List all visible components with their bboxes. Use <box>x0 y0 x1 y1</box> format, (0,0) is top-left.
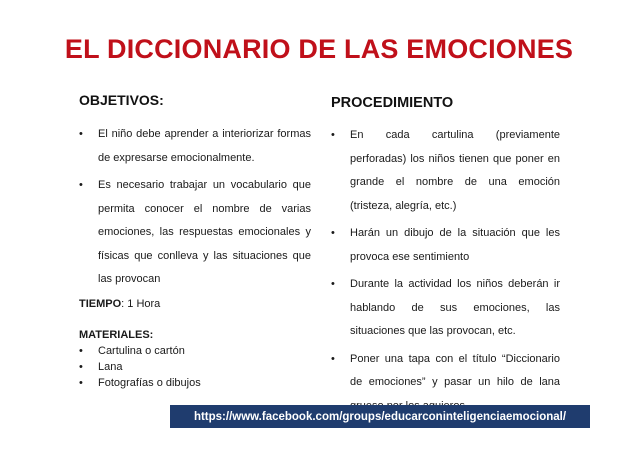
materiales-heading: MATERIALES: <box>79 328 154 341</box>
left-column <box>79 92 311 391</box>
objetivos-list <box>79 123 311 292</box>
materiales-section <box>79 327 311 391</box>
list-item: • Harán un dibujo de la situación que les provoca ese sentimiento <box>331 222 560 269</box>
materiales-list <box>79 343 311 391</box>
tiempo-value: : 1 Hora <box>121 297 161 310</box>
list-item: • Durante la actividad los niños deberán ir hablando de sus emociones, las situaciones que las provocan, etc. <box>331 273 560 344</box>
list-item: • Es necesario trabajar un vocabulario que permita conocer el nombre de varias emociones, las respuestas emocionales y físicas que conlleva y las situaciones que las provocan <box>79 174 311 292</box>
list-item: • En cada cartulina (previamente perforadas) los niños tienen que poner en grande el nombre de una emoción (tristeza, alegría, etc.) <box>331 124 560 218</box>
page-title: EL DICCIONARIO DE LAS EMOCIONES <box>64 34 574 64</box>
list-item: • El niño debe aprender a interiorizar formas de expresarse emocionalmente. <box>79 123 311 170</box>
list-item: • Cartulina o cartón <box>79 343 311 359</box>
tiempo-line <box>79 296 311 312</box>
tiempo-label: TIEMPO <box>79 297 122 310</box>
procedimiento-list <box>331 124 560 418</box>
list-item: • Fotografías o dibujos <box>79 375 311 391</box>
procedimiento-heading: PROCEDIMIENTO <box>331 95 454 111</box>
right-column <box>331 92 560 422</box>
facebook-group-link[interactable]: https://www.facebook.com/groups/educarconinteligenciaemocional/ <box>170 405 590 428</box>
list-item: • Poner una tapa con el título “Diccionario de emociones” y pasar un hilo de lana <box>331 348 560 419</box>
objetivos-heading: OBJETIVOS: <box>79 92 164 108</box>
list-item: • Lana <box>79 359 311 375</box>
